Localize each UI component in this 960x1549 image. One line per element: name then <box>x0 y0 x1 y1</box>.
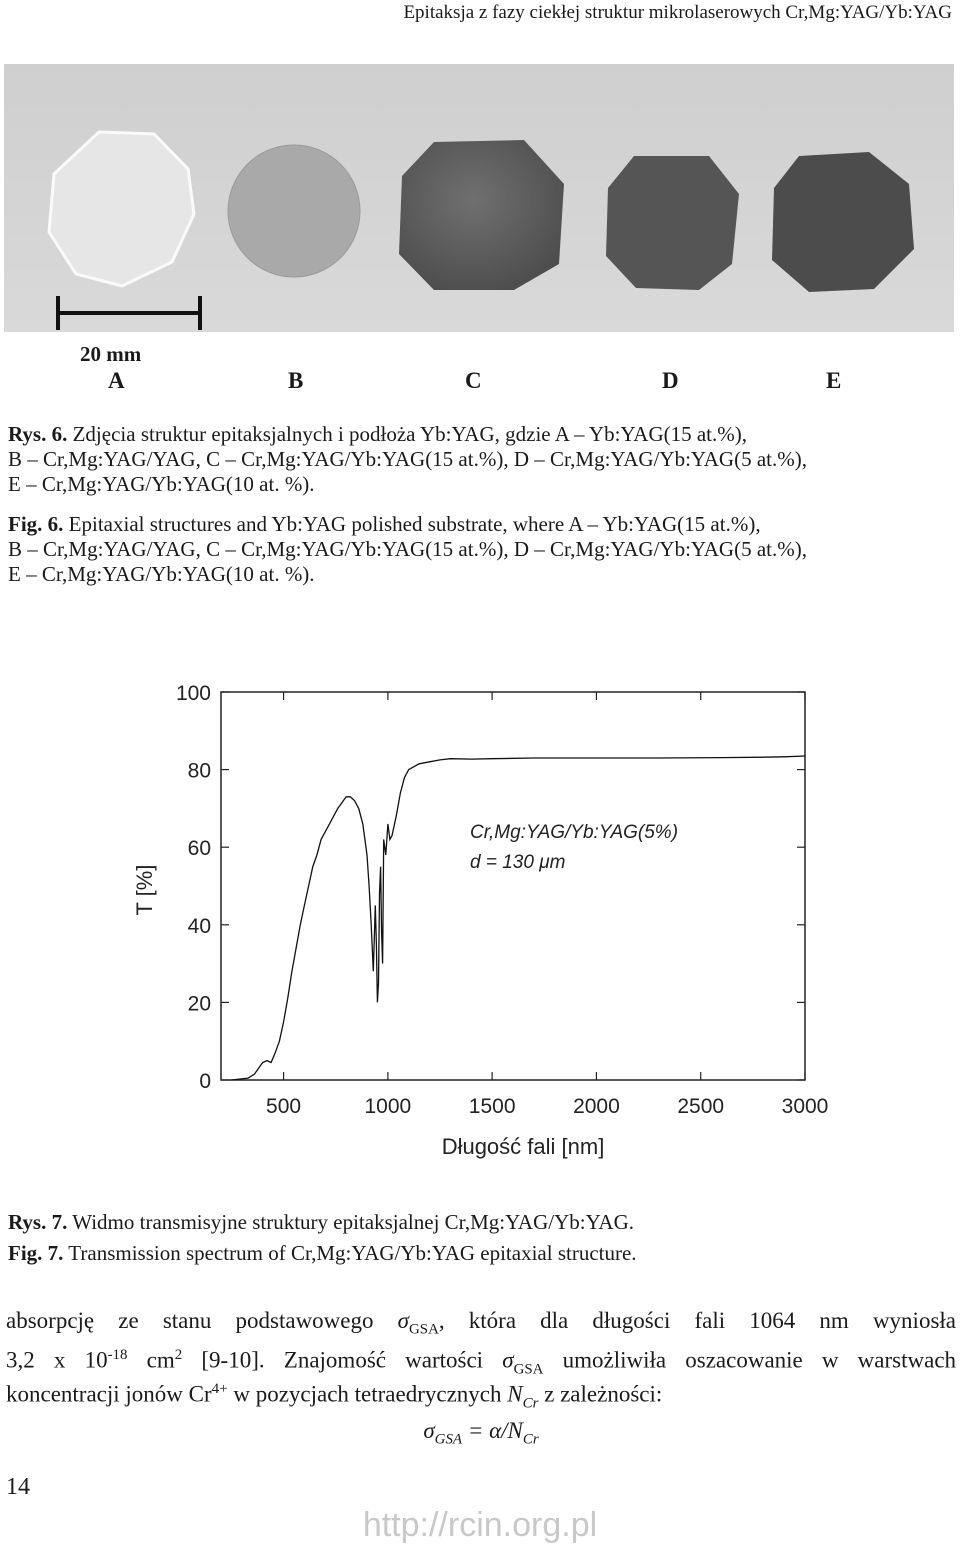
caption-label: Fig. 6. <box>8 512 64 536</box>
caption-text: B – Cr,Mg:YAG/YAG, C – Cr,Mg:YAG/Yb:YAG(15 at.%), D – Cr,Mg:YAG/Yb:YAG(5 at.%), <box>8 447 807 471</box>
sample-label-d: D <box>662 368 679 393</box>
body-line-3 <box>6 1372 956 1420</box>
y-tick-label: 0 <box>199 1070 211 1093</box>
figure7-caption-pl <box>8 1210 958 1235</box>
caption-label: Rys. 6. <box>8 422 68 446</box>
subscript: GSA <box>513 1361 544 1378</box>
sample-b-disc <box>228 145 360 277</box>
superscript: -18 <box>107 1347 128 1363</box>
sample-labels <box>0 336 960 396</box>
y-tick-label: 60 <box>187 837 211 861</box>
equation <box>6 1414 956 1457</box>
caption-label: Fig. 7. <box>8 1241 64 1265</box>
series-line <box>231 756 805 1080</box>
subscript: Cr <box>522 1431 539 1448</box>
transmission-chart <box>0 660 960 1180</box>
chart-annotation-material: Cr,Mg:YAG/Yb:YAG(5%) <box>470 822 679 843</box>
page-number: 14 <box>6 1474 30 1500</box>
caption-text: Zdjęcia struktur epitaksjalnych i podłoża Yb:YAG, gdzie A – Yb:YAG(15 at.%), <box>72 422 747 446</box>
x-tick-label: 2500 <box>677 1095 725 1118</box>
text: z zależności: <box>538 1381 663 1407</box>
caption-text: E – Cr,Mg:YAG/Yb:YAG(10 at. %). <box>8 472 315 496</box>
sample-d-disc <box>606 156 739 290</box>
sample-label-c: C <box>465 368 482 393</box>
sigma-symbol: σ <box>397 1308 409 1333</box>
footer-url[interactable]: http://rcin.org.pl <box>362 1506 598 1544</box>
y-axis-label: T [%] <box>132 864 157 916</box>
subscript: GSA <box>408 1321 439 1338</box>
sigma-symbol: σ <box>502 1347 514 1373</box>
caption-label: Rys. 7. <box>8 1210 68 1234</box>
text: = α/N <box>462 1418 523 1443</box>
caption-text: Widmo transmisyjne struktury epitaksjalnej Cr,Mg:YAG/Yb:YAG. <box>72 1210 634 1234</box>
figure7-caption-en <box>8 1241 958 1266</box>
text: umożliwiła oszacowanie w warstwach <box>543 1347 957 1373</box>
x-tick-label: 1500 <box>468 1095 516 1118</box>
sigma-symbol: σ <box>423 1418 435 1443</box>
superscript: 4+ <box>211 1381 228 1397</box>
figure6-caption-en <box>8 512 958 587</box>
y-tick-label: 20 <box>187 992 211 1016</box>
figure6-caption-pl <box>8 422 958 497</box>
text: , która dla długości fali 1064 nm wyniosła <box>438 1308 956 1333</box>
subscript: GSA <box>434 1431 463 1448</box>
subscript: Cr <box>522 1395 539 1412</box>
scale-label: 20 mm <box>80 342 142 366</box>
running-header: Epitaksja z fazy ciekłej struktur mikrolaserowych Cr,Mg:YAG/Yb:YAG <box>403 2 952 23</box>
text: [9-10]. Znajomość wartości <box>182 1347 484 1373</box>
text: 3,2 x 10 <box>6 1347 108 1373</box>
n-symbol: N <box>507 1381 523 1407</box>
text: koncentracji jonów Cr <box>6 1381 212 1407</box>
sample-c-disc <box>399 140 564 290</box>
caption-text: B – Cr,Mg:YAG/YAG, C – Cr,Mg:YAG/Yb:YAG(15 at.%), D – Cr,Mg:YAG/Yb:YAG(5 at.%), <box>8 537 807 561</box>
caption-text: E – Cr,Mg:YAG/Yb:YAG(10 at. %). <box>8 562 315 586</box>
x-axis-label: Długość fali [nm] <box>441 1134 605 1159</box>
y-tick-label: 40 <box>187 914 211 938</box>
sample-label-b: B <box>288 368 304 393</box>
y-tick-label: 100 <box>175 682 211 705</box>
x-tick-label: 2000 <box>573 1095 620 1118</box>
caption-text: Transmission spectrum of Cr,Mg:YAG/Yb:YAG epitaxial structure. <box>68 1241 637 1265</box>
chart-annotation-thickness: d = 130 μm <box>470 852 566 873</box>
sample-label-e: E <box>826 368 842 393</box>
caption-text: Epitaxial structures and Yb:YAG polished substrate, where A – Yb:YAG(15 at.%), <box>68 512 761 536</box>
x-tick-label: 500 <box>266 1095 302 1118</box>
y-tick-label: 80 <box>187 759 211 783</box>
text: w pozycjach tetraedrycznych <box>227 1381 502 1407</box>
x-tick-label: 1000 <box>364 1095 412 1118</box>
superscript: 2 <box>174 1347 183 1363</box>
sample-label-a: A <box>108 368 125 393</box>
text: cm <box>127 1347 175 1373</box>
sample-photo <box>4 64 954 332</box>
text: absorpcję ze stanu podstawowego <box>6 1308 374 1333</box>
x-tick-label: 3000 <box>781 1095 829 1118</box>
